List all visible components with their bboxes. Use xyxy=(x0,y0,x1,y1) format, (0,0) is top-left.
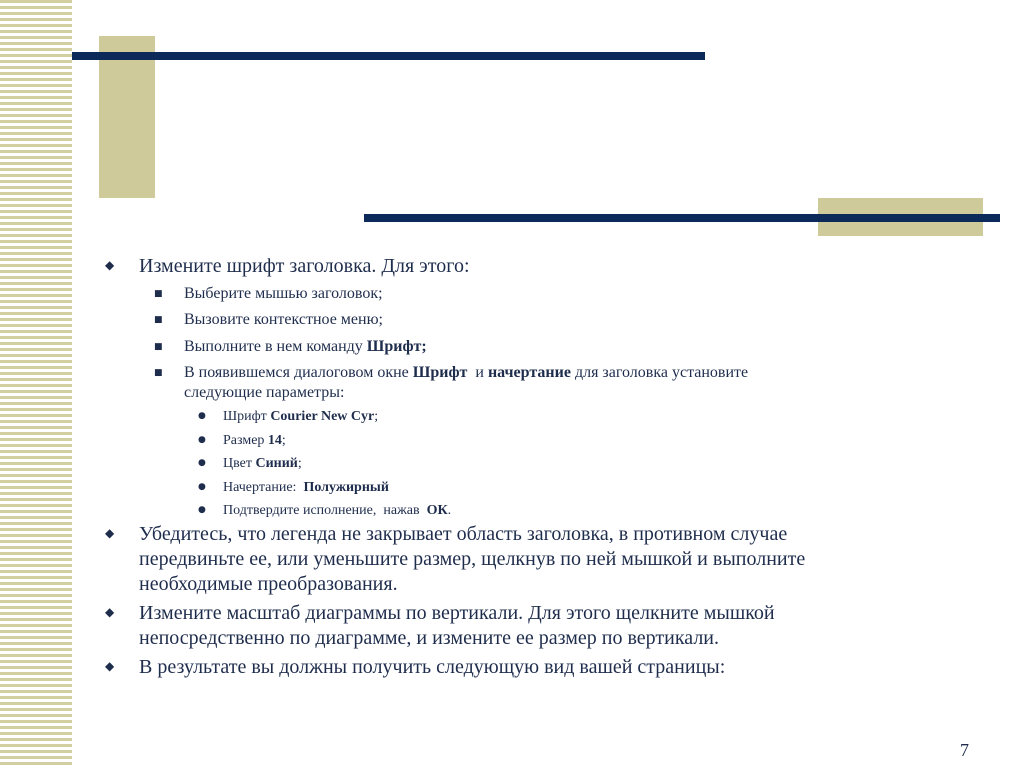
text-segment: Подтвердите исполнение, нажав xyxy=(223,503,427,518)
text-segment: ; xyxy=(421,338,427,355)
list-item-text xyxy=(223,455,302,472)
list-item-text xyxy=(223,408,378,425)
round-bullet-icon: ● xyxy=(198,482,206,492)
text-segment-bold: Полужирный xyxy=(303,480,389,495)
text-segment-bold: Синий xyxy=(255,456,298,471)
page-number: 7 xyxy=(960,740,969,760)
list-item-text xyxy=(184,337,427,356)
text-segment: для заголовка установите xyxy=(570,364,749,381)
diamond-bullet-icon: ◆ xyxy=(105,605,115,619)
text-segment: ; xyxy=(374,409,379,424)
text-segment: . xyxy=(447,503,452,518)
list-item-text xyxy=(223,432,286,449)
list-item-text: Вызовите контекстное меню; xyxy=(184,311,383,328)
text-segment: Цвет xyxy=(223,456,256,471)
list-item-text-line: следующие параметры: xyxy=(184,384,345,401)
list-item-text-line: необходимые преобразования. xyxy=(139,573,398,595)
list-item-text-line: Убедитесь, что легенда не закрывает область заголовка, в противном случае xyxy=(139,523,788,545)
text-segment: Шрифт xyxy=(223,409,271,424)
list-item-text-line xyxy=(184,363,748,382)
list-item-text: Измените шрифт заголовка. Для этого: xyxy=(139,255,470,277)
list-item-text: Выберите мышью заголовок; xyxy=(184,285,383,302)
round-bullet-icon: ● xyxy=(198,435,206,445)
round-bullet-icon: ● xyxy=(198,505,206,515)
text-segment: Выполните в нем команду xyxy=(184,338,367,355)
list-item-text-line: Измените масштаб диаграммы по вертикали. Для этого щелкните мышкой xyxy=(139,602,775,624)
text-segment-bold: ОК xyxy=(426,503,448,518)
list-item-text-line: непосредственно по диаграмме, и измените ее размер по вертикали. xyxy=(139,627,719,649)
square-bullet-icon: ■ xyxy=(154,315,163,325)
diamond-bullet-icon: ◆ xyxy=(105,526,115,540)
round-bullet-icon: ● xyxy=(198,458,206,468)
text-segment-bold: Шрифт xyxy=(412,364,468,381)
text-segment-bold: Courier New Cyr xyxy=(270,409,375,424)
list-item-text-line: передвиньте ее, или уменьшите размер, щелкнув по ней мышкой и выполните xyxy=(139,548,806,570)
text-segment-bold: начертание xyxy=(487,364,571,381)
round-bullet-icon: ● xyxy=(198,411,206,421)
diamond-bullet-icon: ◆ xyxy=(105,258,115,272)
text-segment: Начертание: xyxy=(223,480,304,495)
square-bullet-icon: ■ xyxy=(154,342,163,352)
list-item-text xyxy=(223,479,389,496)
text-segment-bold: 14 xyxy=(267,433,282,448)
text-segment: ; xyxy=(281,433,286,448)
text-segment: ; xyxy=(297,456,302,471)
text-segment-bold: Шрифт xyxy=(366,338,422,355)
text-segment: и xyxy=(467,364,488,381)
list-item-text: В результате вы должны получить следующую вид вашей страницы: xyxy=(139,656,726,678)
text-segment: Размер xyxy=(223,433,268,448)
list-item-text xyxy=(223,502,451,519)
diamond-bullet-icon: ◆ xyxy=(105,659,115,673)
square-bullet-icon: ■ xyxy=(154,368,163,378)
text-segment: В появившемся диалоговом окне xyxy=(184,364,413,381)
square-bullet-icon: ■ xyxy=(154,289,163,299)
